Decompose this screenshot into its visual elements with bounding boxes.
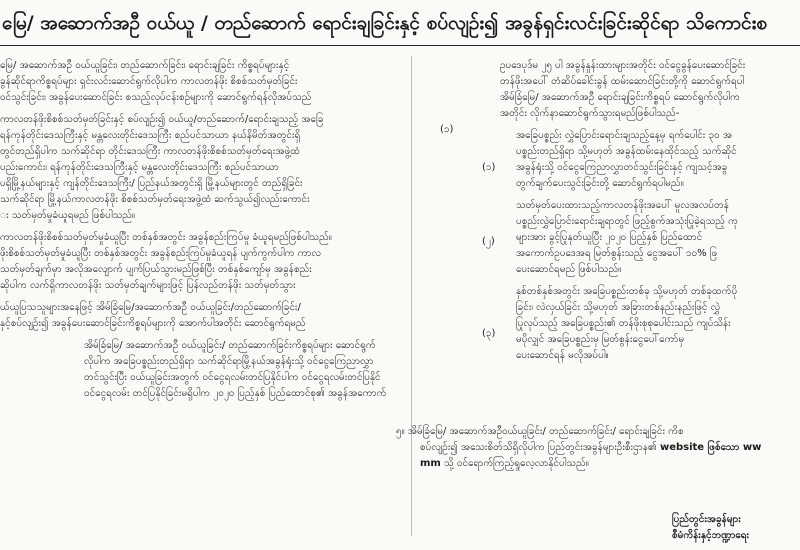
paragraph-line: း သတ်မှတ်မှုခံယူရမည် ဖြစ်ပါသည်။ bbox=[0, 210, 135, 221]
paragraph-line: ကာလတန်ဖိုးစိစစ်သတ်မှတ်ခြင်းနှင့် စပ်လျဉ်း၍ ဝယ်ယူ/တည်ဆောက်/ရောင်းချသည့် အခြေ bbox=[0, 114, 324, 125]
paragraph-text: သို့ ဝင်ရောက်ကြည့်ရှုလေ့လာနိုင်ပါသည်။ bbox=[440, 458, 589, 469]
paragraph-line: ဆိုပါက လက်ရှိကာလတန်ဖိုး သတ်မှတ်ချက်များဖြင့် ပြန်လည်တန်ဖိုး သတ်မှတ်သွား bbox=[0, 280, 296, 291]
paragraph-line: အခြေပစ္စည်း လွှဲပြောင်းရောင်းချသည့်နေ့မှ ရက်ပေါင်း ၃၀ အ bbox=[516, 130, 733, 141]
right-column bbox=[416, 58, 800, 364]
page-title: မြေ/ အဆောက်အဦ ဝယ်ယူ / တည်ဆောက် ရောင်းချခြင်းနှင့် စပ်လျဉ်း၍ အခွန်ရှင်းလင်းခြင်းဆိုင်ရာ သိကောင်းစ bbox=[0, 0, 800, 46]
paragraph-line: မပိုလျှင် အခြေပစ္စည်းမှ မြတ်စွန်းငွေပေါ်ကော်မှ bbox=[516, 334, 685, 345]
paragraph-line bbox=[396, 440, 800, 456]
paragraph-line: လိုပါက အခြေပစ္စည်းတည်ရှိရာ သက်ဆိုင်ရာမြို့နယ်အခွန်ရုံးသို့ ဝင်ငွေ‌ကြေညာလွှာ bbox=[84, 356, 374, 367]
paragraph-line: တွက်ချက်ပေးသွင်းခြင်းတို့ ဆောင်ရွက်ရပါမည်။ bbox=[516, 178, 684, 189]
sub-item-number: (၃) bbox=[482, 328, 496, 339]
paragraph-line: ဝင်ငွေရလမ်း တင်ပြနိုင်ခြင်းမရှိပါက ၂၀၂၀ ပြည့်နှစ် ပြည်ထောင်စု၏ အခွန်အကောက် bbox=[84, 388, 387, 399]
paragraph-line: ယ်ယူပြသသူများအနေဖြင့် အိမ်ခြံမြေ/အဆောက်အဦ ဝယ်ယူခြင်း/တည်ဆောက်ခြင်း/ bbox=[0, 302, 301, 313]
paragraph-line: သတ်မှတ်ပေးထားသည့်ကာလတန်ဖိုးအပေါ် မူလအလပ်တန် bbox=[516, 200, 729, 211]
item-5-block bbox=[396, 424, 800, 472]
paragraph-text: စပ်လျဉ်း၍ အသေးစိတ်သိရှိလိုပါက ပြည်တွင်းအခွန်များဦးစီးဌာန၏ bbox=[420, 442, 660, 453]
paragraph-text: အိမ်ခြံမြေ/ အဆောက်အဦဝယ်ယူခြင်း/ တည်ဆောက်ခြင်း/ ရောင်းချခြင်း ကိစ bbox=[407, 426, 684, 437]
website-link-continued[interactable]: mm bbox=[420, 458, 441, 469]
paragraph-line: မြေ/ အဆောက်အဦ ဝယ်ယူခြင်း၊ တည်ဆောက်ခြင်း၊ ရောင်းချခြင်း ကိစ္စရပ်များနှင့် bbox=[0, 60, 290, 71]
paragraph-line: ပစ္စည်းလွှဲပြောင်းရောင်းချရာတွင် ဖြည့်စွက်အသုံးပြုခဲ့ရသည့် ကု bbox=[516, 216, 738, 227]
item-number: (၁) bbox=[440, 124, 454, 135]
website-link[interactable]: website ဖြစ်သော ww bbox=[659, 442, 762, 453]
paragraph-line: အကောက်ဥပဒေအရ မြတ်စွန်းသည့် ငွေအပေါ် ၁၀% ဖြ bbox=[516, 248, 718, 259]
paragraph-line: နှင့်စပ်လျဉ်း၍ အခွန်ပေးဆောင်ခြင်းကိစ္စရပ်များကို အောက်ပါအတိုင်း ဆောင်ရွက်ရမည် bbox=[0, 318, 306, 329]
paragraph-line: တန်ဖိုးအပေါ် တံဆိပ်ခေါင်းခွန် ထမ်းဆောင်ခြင်းတို့ကို ဆောင်ရွက်ရပါ bbox=[500, 76, 745, 87]
paragraph-line: ဥပဒေပုဒ်မ ၂၅ ပါ အခွန်နှုန်းထားများအတိုင်း ဝင်ငွေခွန်ပေးဆောင်ခြင်း bbox=[500, 60, 746, 71]
paragraph-line: သက်ဆိုင်ရာ မြို့နယ်ကာလတန်ဖိုး စိစစ်သတ်မှတ်ရေးအဖွဲ့ထံ ဆက်သွယ်၍လည်းကောင်း bbox=[0, 194, 310, 205]
paragraph-line: ပြုလုပ်သည့် အခြေပစ္စည်း၏ တန်ဖိုးစုစုပေါင်းသည် ကျပ်သိန်း bbox=[516, 318, 731, 329]
paragraph-line bbox=[396, 424, 800, 440]
sub-item-number: (၂) bbox=[482, 236, 495, 247]
paragraph-line: ပေးဆောင်ရန် မလိုအပ်ပါ။ bbox=[516, 350, 609, 361]
paragraph-line bbox=[396, 456, 800, 472]
paragraph-line: နှစ်တစ်နှစ်အတွင်း အခြေပစ္စည်းတစ်ခု သို့မဟုတ် တစ်ခုထက်ပို bbox=[516, 286, 738, 297]
paragraph-line: ခွန်ဆိုင်ရာကိစ္စရပ်များ ရှင်းလင်းဆောင်ရွက်လိုပါက ကာလတန်ဖိုး စိစစ်သတ်မှတ်ခြင်း bbox=[0, 76, 298, 87]
paragraph-line: ဝင်သွင်းခြင်း၊ အခွန်ပေးဆောင်ခြင်း စသည့်လုပ်ငန်းစဉ်များကို ဆောင်ရွက်ရန်လိုအပ်သည် bbox=[0, 92, 312, 103]
paragraph-line: ခြင်း၊ လဲလှယ်ခြင်း သို့မဟုတ် အခြားတစ်နည်းနည်းဖြင့် လွှဲ bbox=[516, 302, 721, 313]
paragraph-line: တင်သွင်းပြီး ဝယ်ယူခြင်းအတွက် ဝင်ငွေရလမ်းတင်ပြနိုင်ပါက ဝင်ငွေရလမ်းတင်ပြနိုင် bbox=[84, 372, 381, 383]
paragraph-line: ပစ္စည်းတည်ရှိရာ သို့မဟုတ် အခွန်ထမ်းနေထိုင်သည့် သက်ဆိုင် bbox=[516, 146, 737, 157]
paragraph-line: အိမ်ခြံမြေ/ အဆောက်အဦ ဝယ်ယူခြင်း/ တည်ဆောက်ခြင်းကိစ္စရပ်များ ဆောင်ရွက် bbox=[84, 340, 376, 351]
paragraph-line: ရန်ကုန်တိုင်းဒေသကြီးနှင့် မန္တလေးတိုင်းဒေသကြီး စည်ပင်သာယာ နယ်နိမိတ်အတွင်းရှိ bbox=[0, 130, 301, 141]
paragraph-line: ပရှိမြို့နယ်များနှင့် ကျန်တိုင်းဒေသကြီး/ ပြည်နယ်အတွင်းရှိ မြို့နယ်များတွင် တည်ရှိခြင်း bbox=[0, 178, 303, 189]
paragraph-line: ဖိုးစိစစ်သတ်မှတ်မှုခံယူပြီး တစ်နှစ်အတွင်း အခွန်စည်းကြပ်မှုခံယူရန် ပျက်ကွက်ပါက ကာလ bbox=[0, 248, 321, 259]
paragraph-line: ပေးဆောင်ရမည် ဖြစ်ပါသည်။ bbox=[516, 264, 622, 275]
signature-line: စီမံကိန်းနှင့်ဘဏ္ဍာရေး bbox=[672, 530, 750, 541]
paragraph-line: များအား ခွင့်ပြုနုတ်ယူပြီး ၂၀၂၀ ပြည့်နှစ် ပြည်ထောင် bbox=[516, 232, 703, 243]
paragraph-line: အိမ်ခြံမြေ/ အဆောက်အဦ ရောင်းချခြင်းကိစ္စရပ် ဆောင်ရွက်လိုပါက bbox=[500, 92, 740, 103]
signature-line: ပြည်တွင်းအခွန်များ bbox=[672, 514, 741, 525]
left-column bbox=[0, 58, 408, 402]
sub-item-number: (၁) bbox=[482, 162, 496, 173]
paragraph-line: ပည်းကောင်း၊ ရန်ကုန်တိုင်းဒေသကြီးနှင့် မန္တလေးတိုင်းဒေသကြီး စည်ပင်သာယာ bbox=[0, 162, 279, 173]
paragraph-line: အခွန်ရုံးသို့ ဝင်ငွေကြေညာလွှာတင်သွင်းခြင်းနှင့် ကျသင့်အခွ bbox=[516, 162, 728, 173]
signature-block bbox=[672, 512, 800, 544]
paragraph-line: တွင်တည်ရှိပါက သက်ဆိုင်ရာ တိုင်းဒေသကြီး ကာလတန်ဖိုးစိစစ်သတ်မှတ်ရေးအဖွဲ့ထံ bbox=[0, 146, 300, 157]
paragraph-line: သတ်မှတ်ချက်မှာ အလိုအလျောက် ပျက်ပြယ်သွားမည်ဖြစ်ပြီး တစ်နှစ်ကျော်မှ အခွန်စည်း bbox=[0, 264, 312, 275]
paragraph-line: အတိုင်း လိုက်နာဆောင်ရွက်သွားရမည်ဖြစ်ပါသည်- bbox=[500, 108, 680, 119]
paragraph-line: ကာလတန်ဖိုးစိစစ်သတ်မှတ်မှုခံယူပြီး တစ်နှစ်အတွင်း အခွန်စည်းကြပ်မှု ခံယူရမည်ဖြစ်ပါသည်။ bbox=[0, 232, 332, 243]
item-number: ၅။ bbox=[396, 426, 405, 437]
